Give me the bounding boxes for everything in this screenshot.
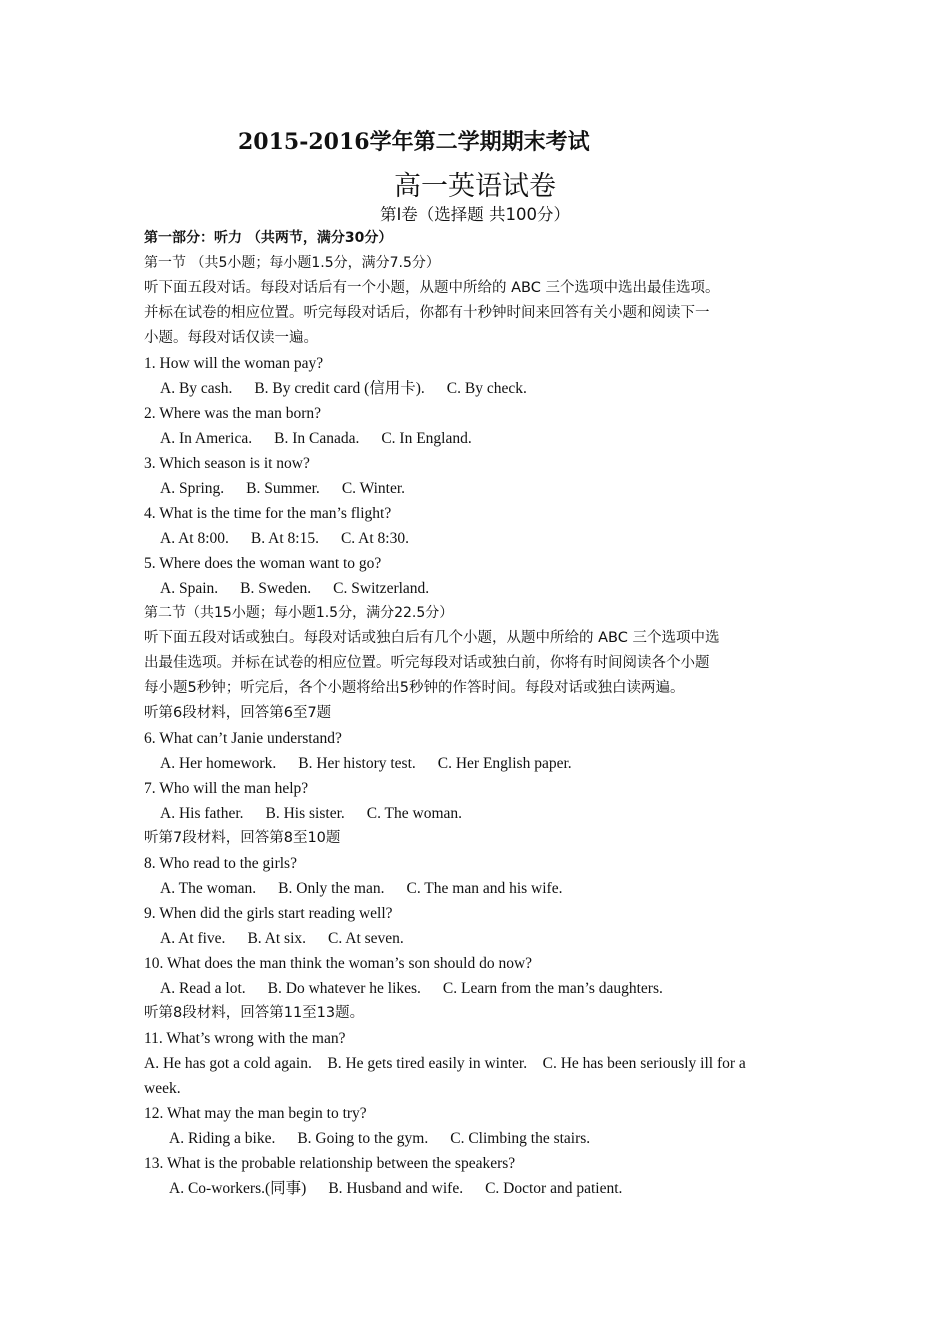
question-13-options	[144, 1176, 809, 1201]
section2-title: 第二节（共15小题；每小题1.5分，满分22.5分）	[144, 605, 454, 621]
option: B. Summer.	[246, 480, 320, 497]
question-2: 2. Where was the man born?	[144, 405, 322, 422]
question-11-options-line2: week.	[144, 1080, 181, 1097]
question-4-options	[144, 526, 809, 551]
section2-instructions-line: 出最佳选项。并标在试卷的相应位置。听完每段对话或独白前，你将有时间阅读各个小题	[144, 655, 710, 671]
option: A. At 8:00.	[160, 530, 229, 547]
question-5-options	[144, 576, 809, 601]
question-12-options	[144, 1126, 809, 1151]
option: B. Do whatever he likes.	[267, 980, 421, 997]
option: A. Spain.	[160, 580, 219, 597]
option: C. Doctor and patient.	[485, 1180, 623, 1197]
question-4: 4. What is the time for the man’s flight?	[144, 505, 392, 522]
option: A. Read a lot.	[160, 980, 246, 997]
question-10: 10. What does the man think the woman’s son should do now?	[144, 955, 533, 972]
option: C. Learn from the man’s daughters.	[442, 980, 663, 997]
question-8: 8. Who read to the girls?	[144, 855, 297, 872]
option: A. In America.	[160, 430, 253, 447]
question-6: 6. What can’t Janie understand?	[144, 730, 342, 747]
question-1-options	[144, 376, 809, 401]
option: A. Her homework.	[160, 755, 277, 772]
part1-title: 第一部分：听力 （共两节，满分30分）	[144, 230, 393, 246]
option: B. Only the man.	[278, 880, 385, 897]
option: A. By cash.	[160, 380, 233, 397]
exam-year-heading: 2015-2016学年第二学期期末考试	[238, 129, 590, 155]
section1-instructions-line: 小题。每段对话仅读一遍。	[144, 330, 318, 346]
question-1: 1. How will the woman pay?	[144, 355, 324, 372]
paper-part-heading: 第Ⅰ卷（选择题 共100分）	[379, 205, 571, 224]
option: C. Climbing the stairs.	[450, 1130, 591, 1147]
option: C. Switzerland.	[333, 580, 430, 597]
option: B. In Canada.	[274, 430, 360, 447]
question-7: 7. Who will the man help?	[144, 780, 309, 797]
option: B. Husband and wife.	[328, 1180, 464, 1197]
question-9: 9. When did the girls start reading well?	[144, 905, 393, 922]
section1-title: 第一节 （共5小题；每小题1.5分，满分7.5分）	[144, 255, 440, 271]
question-11-options-line1: A. He has got a cold again. B. He gets tired easily in winter. C. He has been seriously ill for a	[144, 1055, 746, 1072]
question-13: 13. What is the probable relationship between the speakers?	[144, 1155, 516, 1172]
option: A. The woman.	[160, 880, 257, 897]
question-9-options	[144, 926, 809, 951]
option: B. By credit card (信用卡).	[254, 380, 425, 397]
question-2-options	[144, 426, 809, 451]
option: C. Her English paper.	[437, 755, 572, 772]
question-7-options	[144, 801, 809, 826]
section2-instructions-line: 听下面五段对话或独白。每段对话或独白后有几个小题，从题中所给的 ABC 三个选项中选	[144, 630, 720, 646]
option: B. His sister.	[265, 805, 345, 822]
option: A. Riding a bike.	[169, 1130, 276, 1147]
option: C. In England.	[381, 430, 472, 447]
option: C. Winter.	[341, 480, 406, 497]
section2-instructions-line: 每小题5秒钟；听完后，各个小题将给出5秒钟的作答时间。每段对话或独白读两遍。	[144, 680, 685, 696]
option: B. Sweden.	[240, 580, 312, 597]
option: B. Going to the gym.	[297, 1130, 429, 1147]
material-8-label: 听第8段材料，回答第11至13题。	[144, 1005, 365, 1021]
section1-instructions-line: 听下面五段对话。每段对话后有一个小题，从题中所给的 ABC 三个选项中选出最佳选项。	[144, 280, 720, 296]
question-12: 12. What may the man begin to try?	[144, 1105, 367, 1122]
option: C. The woman.	[366, 805, 463, 822]
question-6-options	[144, 751, 809, 776]
question-8-options	[144, 876, 809, 901]
question-5: 5. Where does the woman want to go?	[144, 555, 382, 572]
option: C. By check.	[446, 380, 527, 397]
option: C. The man and his wife.	[406, 880, 563, 897]
exam-title	[0, 164, 950, 203]
option: B. Her history test.	[298, 755, 416, 772]
exam-title-text: 高一英语试卷	[394, 171, 556, 202]
option: A. At five.	[160, 930, 226, 947]
option: A. His father.	[160, 805, 244, 822]
exam-content	[144, 226, 809, 1201]
option: B. At 8:15.	[250, 530, 319, 547]
option: B. At six.	[247, 930, 307, 947]
option: C. At 8:30.	[340, 530, 409, 547]
question-11: 11. What’s wrong with the man?	[144, 1030, 346, 1047]
material-7-label: 听第7段材料，回答第8至10题	[144, 830, 341, 846]
option: A. Spring.	[160, 480, 225, 497]
option: A. Co-workers.(同事)	[169, 1180, 307, 1197]
question-10-options	[144, 976, 809, 1001]
material-6-label: 听第6段材料，回答第6至7题	[144, 705, 332, 721]
question-3: 3. Which season is it now?	[144, 455, 310, 472]
question-3-options	[144, 476, 809, 501]
section1-instructions-line: 并标在试卷的相应位置。听完每段对话后，你都有十秒钟时间来回答有关小题和阅读下一	[144, 305, 710, 321]
option: C. At seven.	[328, 930, 404, 947]
